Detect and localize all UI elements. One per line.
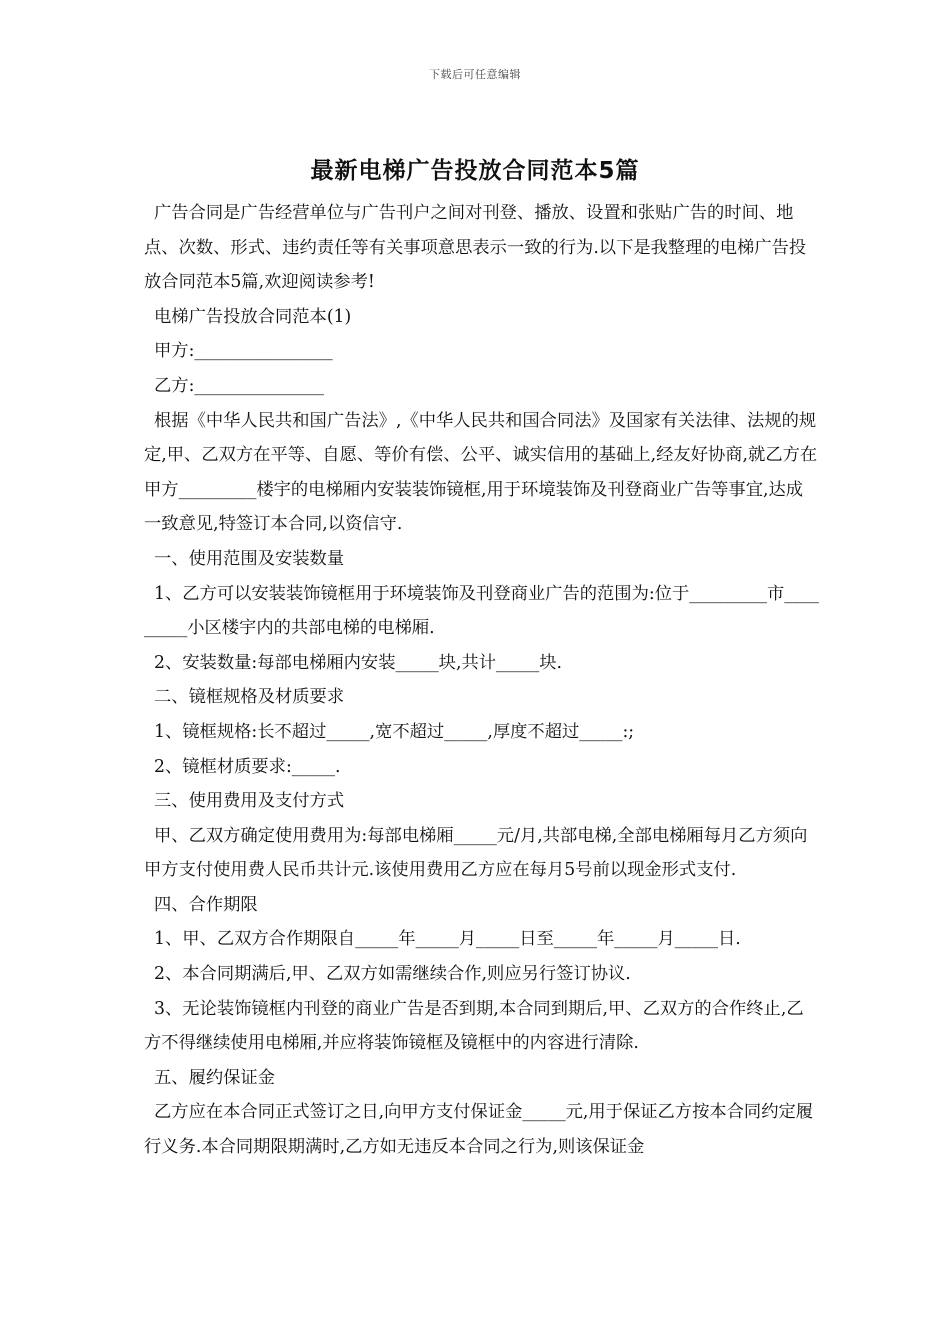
intro-paragraph: 广告合同是广告经营单位与广告刊户之间对刊登、播放、设置和张贴广告的时间、地点、次数、形式、违约责任等有关事项意思表示一致的行为.以下是我整理的电梯广告投放合同范本5篇,欢迎阅读参考! [144,203,807,293]
preamble-paragraph: 根据《中华人民共和国广告法》,《中华人民共和国合同法》及国家有关法律、法规的规定,甲、乙双方在平等、自愿、等价有偿、公平、诚实信用的基础上,经友好协商,就乙方在甲方_________楼宇的电梯厢内安装装饰镜框,用于环境装饰及刊登商业广告等事宜,达成一致意见,特签订本合同,以资信守. [144,410,818,535]
document-body [144,196,819,1165]
document-title: 最新电梯广告投放合同范本5篇 [310,158,640,184]
clause-4-2: 2、本合同期满后,甲、乙双方如需继续合作,则应另行签订协议. [154,964,631,985]
party-b-line: 乙方:_______________ [154,375,324,396]
section-heading-2: 二、镜框规格及材质要求 [154,687,345,708]
section-heading-4: 四、合作期限 [154,894,258,915]
header-note: 下载后可任意编辑 [429,68,521,81]
section-heading-1: 一、使用范围及安装数量 [154,548,345,569]
contract-heading: 电梯广告投放合同范本(1) [154,306,352,327]
clause-3: 甲、乙双方确定使用费用为:每部电梯厢_____元/月,共部电梯,全部电梯厢每月乙方须向甲方支付使用费人民币共计元.该使用费用乙方应在每月5号前以现金形式支付. [144,825,808,881]
clause-1-2: 2、安装数量:每部电梯厢内安装_____块,共计_____块. [154,652,562,673]
clause-2-2: 2、镜框材质要求:_____. [154,756,341,777]
clause-4-3: 3、无论装饰镜框内刊登的商业广告是否到期,本合同到期后,甲、乙双方的合作终止,乙方不得继续使用电梯厢,并应将装饰镜框及镜框中的内容进行清除. [144,998,804,1054]
party-a-line: 甲方:________________ [154,341,333,362]
clause-5: 乙方应在本合同正式签订之日,向甲方支付保证金_____元,用于保证乙方按本合同约定履行义务.本合同期限期满时,乙方如无违反本合同之行为,则该保证金 [144,1102,814,1158]
clause-2-1: 1、镜框规格:长不超过_____,宽不超过_____,厚度不超过_____:; [154,721,635,742]
section-heading-3: 三、使用费用及支付方式 [154,791,345,812]
clause-4-1: 1、甲、乙双方合作期限自_____年_____月_____日至_____年_____月_____日. [154,929,741,950]
section-heading-5: 五、履约保证金 [154,1067,275,1088]
clause-1-1: 1、乙方可以安装装饰镜框用于环境装饰及刊登商业广告的范围为:位于_________市_________小区楼宇内的共部电梯的电梯厢. [144,583,819,639]
